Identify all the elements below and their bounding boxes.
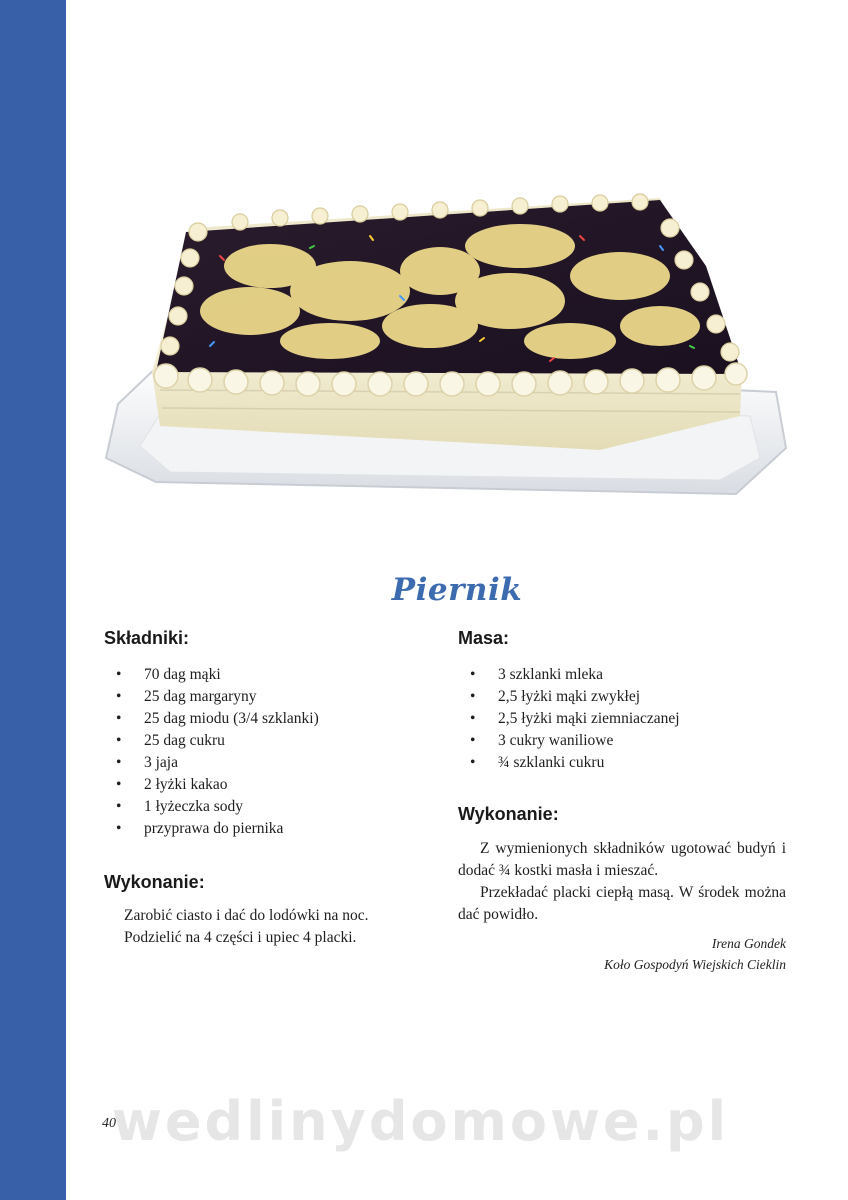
ingredient-item: • przyprawa do piernika [116,818,319,840]
ingredients-list [116,664,319,840]
preparation-paragraph: Przekładać placki ciepłą masą. W środek można dać powidło. [458,884,786,923]
preparation-paragraph: Z wymienionych składników ugotować budyń i dodać ¾ kostki masła i mieszać. [458,840,786,879]
signature-author: Irena Gondek [711,936,786,951]
bullet-icon: • [116,710,122,727]
bullet-icon: • [470,732,476,749]
ingredient-item: • 25 dag miodu (3/4 szklanki) [116,708,319,730]
bullet-icon: • [116,820,122,837]
signature [604,933,786,975]
bullet-icon: • [116,776,122,793]
cake-photo [100,176,790,506]
ingredient-item: • 25 dag cukru [116,730,319,752]
preparation-line: Zarobić ciasto i dać do lodówki na noc. [124,907,369,924]
ingredient-item: • 25 dag margaryny [116,686,319,708]
ingredient-item: • 3 jaja [116,752,319,774]
masa-item: • 2,5 łyżki mąki ziemniaczanej [470,708,680,730]
preparation-text-left [124,905,368,949]
ingredient-item: • 1 łyżeczka sody [116,796,319,818]
bullet-icon: • [116,666,122,683]
ingredient-item: • 70 dag mąki [116,664,319,686]
signature-organization: Koło Gospodyń Wiejskich Cieklin [604,957,786,972]
recipe-title: Piernik [391,572,523,608]
preparation-text-right [458,838,786,926]
preparation-heading-right: Wykonanie: [458,804,559,824]
watermark-text: wedlinydomowe.pl [112,1090,730,1153]
preparation-heading-left: Wykonanie: [104,872,205,892]
bullet-icon: • [470,688,476,705]
bullet-icon: • [470,754,476,771]
bullet-icon: • [116,688,122,705]
ingredients-heading: Składniki: [104,628,190,648]
bullet-icon: • [116,754,122,771]
bullet-icon: • [470,666,476,683]
bullet-icon: • [470,710,476,727]
bullet-icon: • [116,732,122,749]
page-number: 40 [102,1116,116,1131]
bullet-icon: • [116,798,122,815]
preparation-line: Podzielić na 4 części i upiec 4 placki. [124,929,357,946]
masa-item: • 3 cukry waniliowe [470,730,680,752]
masa-list [470,664,680,774]
masa-heading: Masa: [458,628,510,648]
ingredient-item: • 2 łyżki kakao [116,774,319,796]
masa-item: • ¾ szklanki cukru [470,752,680,774]
masa-item: • 3 szklanki mleka [470,664,680,686]
masa-item: • 2,5 łyżki mąki zwykłej [470,686,680,708]
